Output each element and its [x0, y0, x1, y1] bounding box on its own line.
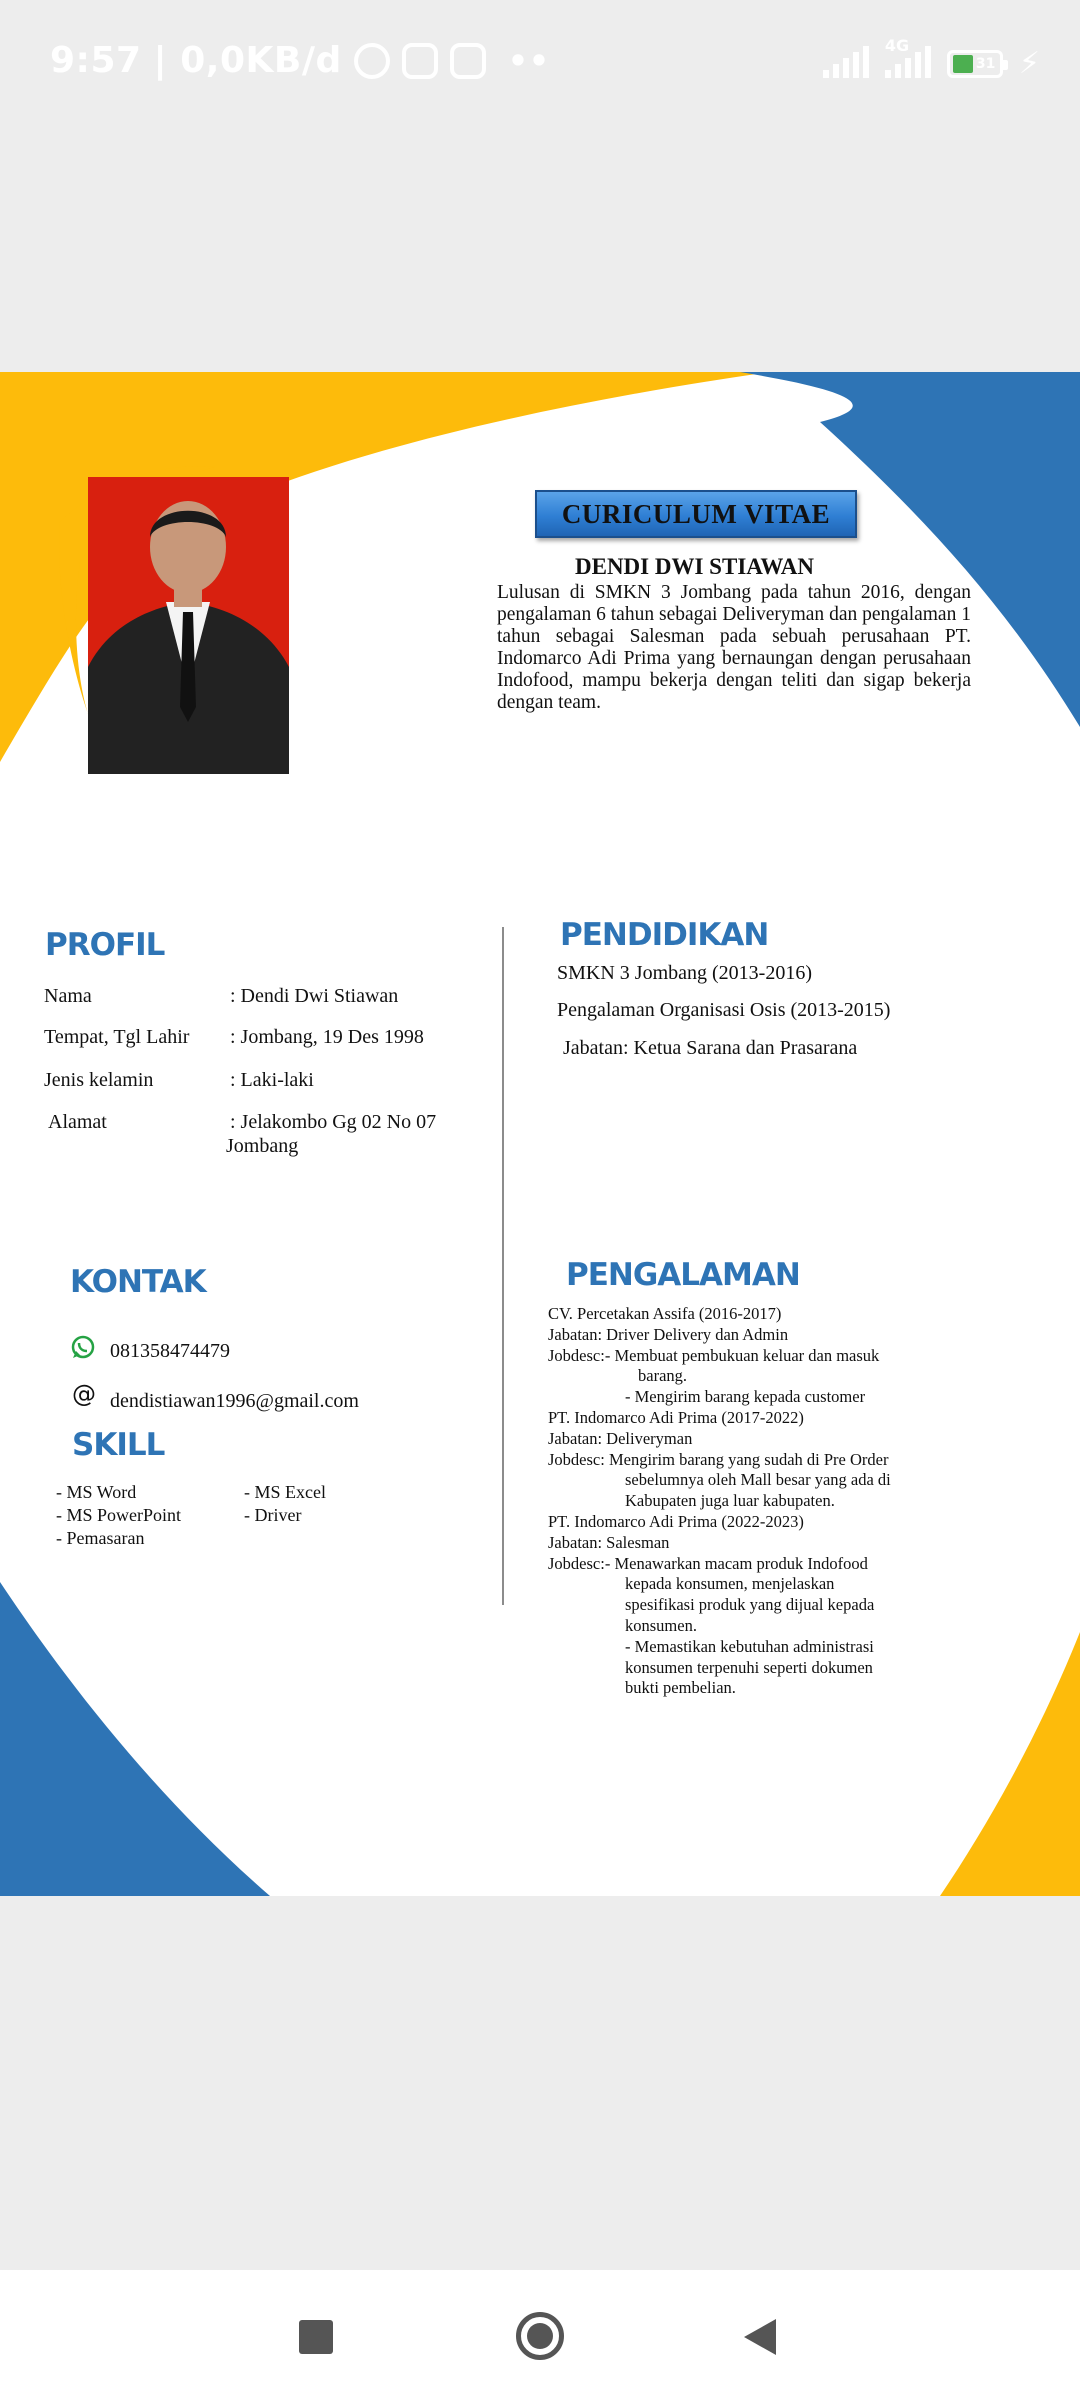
pengalaman-line: PT. Indomarco Adi Prima (2017-2022) [548, 1407, 804, 1427]
skill-item: - MS PowerPoint [56, 1505, 182, 1525]
status-left [50, 40, 550, 81]
status-right [823, 36, 1040, 81]
contact-email: dendistiawan1996@gmail.com [110, 1390, 359, 1412]
skill-item: - MS Word [56, 1482, 137, 1502]
navigation-bar [0, 2270, 1080, 2400]
column-divider [502, 927, 504, 1605]
pengalaman-line: Jobdesc: Mengirim barang yang sudah di Pre Order [548, 1449, 889, 1469]
more-notifications-icon: •• [507, 41, 550, 80]
profil-label-nama: Nama [44, 985, 92, 1007]
profil-label-ttl: Tempat, Tgl Lahir [44, 1026, 190, 1048]
pendidikan-line: Jabatan: Ketua Sarana dan Prasarana [563, 1037, 858, 1059]
whatsapp-icon [70, 1334, 96, 1360]
profil-heading: PROFIL [45, 927, 165, 963]
pengalaman-list [548, 1304, 968, 1699]
profil-value-nama: : Dendi Dwi Stiawan [230, 985, 399, 1007]
skill-item: - Pemasaran [56, 1528, 145, 1548]
pengalaman-line: CV. Percetakan Assifa (2016-2017) [548, 1304, 782, 1323]
cv-title-banner: CURICULUM VITAE [535, 490, 857, 538]
battery-level: 31 [975, 56, 996, 72]
pendidikan-line: SMKN 3 Jombang (2013-2016) [557, 962, 812, 984]
pengalaman-line: Kabupaten juga luar kabupaten. [625, 1491, 835, 1511]
status-bar [0, 0, 1080, 128]
profil-value-alamat-line2: Jombang [226, 1135, 299, 1157]
instagram-icon [402, 43, 438, 79]
profil-label-gender: Jenis kelamin [44, 1069, 154, 1091]
pendidikan-line: Pengalaman Organisasi Osis (2013-2015) [557, 999, 891, 1021]
pengalaman-heading: PENGALAMAN [566, 1257, 800, 1293]
pengalaman-line: - Memastikan kebutuhan administrasi [625, 1636, 874, 1656]
profil-label-alamat: Alamat [48, 1111, 107, 1133]
signal-4g-icon [884, 36, 931, 78]
battery-icon [947, 50, 1003, 78]
profile-photo [88, 477, 289, 774]
skill-heading: SKILL [72, 1427, 165, 1463]
pengalaman-line: PT. Indomarco Adi Prima (2022-2023) [548, 1511, 804, 1531]
pengalaman-line: bukti pembelian. [625, 1678, 736, 1698]
profil-value-ttl: : Jombang, 19 Des 1998 [230, 1026, 424, 1048]
network-type: 4G [884, 36, 910, 55]
pengalaman-line: Jabatan: Salesman [548, 1532, 670, 1552]
whatsapp-icon [354, 43, 390, 79]
cv-document [0, 372, 1080, 1896]
pendidikan-heading: PENDIDIKAN [560, 917, 769, 953]
recent-apps-button[interactable] [299, 2320, 333, 2354]
pengalaman-line: konsumen. [625, 1615, 697, 1635]
signal-icon [823, 44, 869, 78]
email-icon: @ [72, 1380, 96, 1408]
skill-item: - Driver [244, 1505, 302, 1525]
shopee-icon [450, 43, 486, 79]
clock: 9:57 [50, 40, 142, 81]
pengalaman-line: konsumen terpenuhi seperti dokumen [625, 1657, 873, 1677]
profil-value-alamat: : Jelakombo Gg 02 No 07 [230, 1111, 437, 1133]
contact-phone: 081358474479 [110, 1340, 230, 1362]
charging-icon: ⚡ [1018, 46, 1040, 81]
candidate-summary: Lulusan di SMKN 3 Jombang pada tahun 2016, dengan pengalaman 6 tahun sebagai Deliveryman dan pengalaman 1 tahun sebagai Salesman pada sebuah perusahaan PT. Indomarco Adi Prima yang bernaungan dengan perusahaan Indofood, mampu bekerja dengan teliti dan sigap bekerja dengan team. [497, 582, 971, 713]
profil-value-gender: : Laki-laki [230, 1069, 314, 1091]
back-button[interactable] [744, 2319, 776, 2355]
kontak-heading: KONTAK [70, 1264, 206, 1300]
pengalaman-line: kepada konsumen, menjelaskan [625, 1574, 835, 1594]
pengalaman-line: Jobdesc:- Membuat pembukuan keluar dan masuk [548, 1345, 880, 1365]
pengalaman-line: Jabatan: Deliveryman [548, 1428, 693, 1448]
pengalaman-line: barang. [638, 1366, 688, 1386]
pengalaman-line: - Mengirim barang kepada customer [625, 1387, 866, 1407]
candidate-name: DENDI DWI STIAWAN [575, 554, 814, 579]
pengalaman-line: sebelumnya oleh Mall besar yang ada di [625, 1470, 891, 1490]
skill-item: - MS Excel [244, 1482, 326, 1502]
home-button[interactable] [516, 2312, 564, 2360]
pengalaman-line: Jobdesc:- Menawarkan macam produk Indofood [548, 1553, 868, 1573]
network-speed: | 0,0KB/d [153, 40, 342, 81]
pengalaman-line: spesifikasi produk yang dijual kepada [625, 1595, 875, 1615]
pengalaman-line: Jabatan: Driver Delivery dan Admin [548, 1324, 789, 1344]
